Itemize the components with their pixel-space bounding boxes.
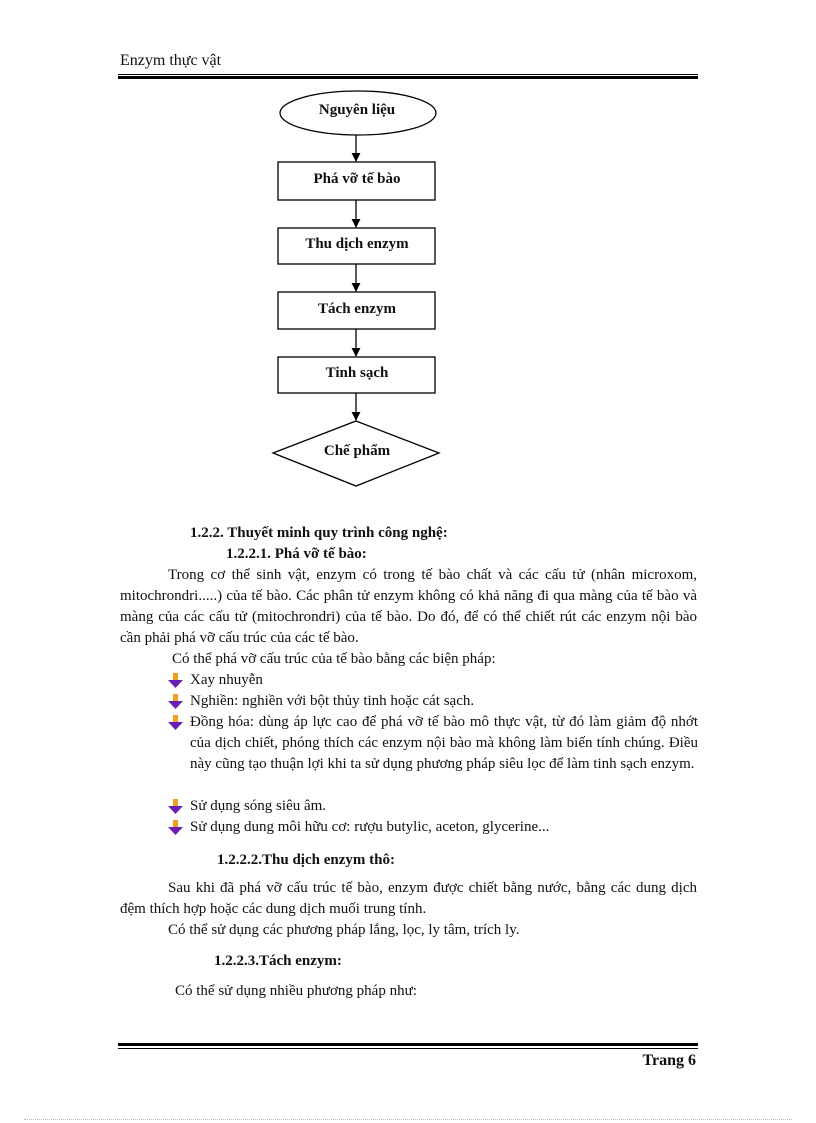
- paragraph-crude-methods: Có thể sử dụng các phương pháp lắng, lọc, ly tâm, trích ly.: [168, 922, 520, 938]
- bullet-item: Đồng hóa: dùng áp lực cao để phá vỡ tế bào mô thực vật, từ đó làm giảm độ nhớt của dịch chiết, phóng thích các enzym nội bào mà không làm biến tính chúng. Điều này cũng tạo thuận lợi khi ta sử dụng phương pháp siêu lọc để làm tinh sạch enzym.: [168, 712, 698, 775]
- bullet-arrow-icon: [168, 820, 183, 835]
- flow-step-label-3: Tách enzym: [318, 301, 396, 317]
- flow-end-label: Chế phẩm: [323, 443, 391, 459]
- document-header-title: Enzym thực vật: [120, 52, 222, 69]
- paragraph-crude-enzyme: Sau khi đã phá vỡ cấu trúc tế bào, enzym được chiết bằng nước, bằng các dung dịch đệm thích hợp hoặc các dung dịch muối trung tính.: [120, 880, 697, 917]
- header-rule-thick: [118, 76, 698, 79]
- footer-rule-thick: [118, 1043, 698, 1046]
- heading-1-2-2-1: 1.2.2.1. Phá vỡ tế bào:: [226, 546, 367, 562]
- flow-step-label-1: Phá vỡ tế bào: [313, 171, 401, 187]
- bullet-item: Xay nhuyễn: [168, 670, 698, 691]
- bullet-arrow-icon: [168, 715, 183, 730]
- flow-step-label-4: Tinh sạch: [325, 365, 389, 381]
- heading-1-2-2: 1.2.2. Thuyết minh quy trình công nghệ:: [190, 525, 448, 541]
- paragraph-cell-disruption: Trong cơ thể sinh vật, enzym có trong tế bào chất và các cấu tử (nhân microxom, mitochrondri.....) của tế bào. Các phân tử enzym không có khả năng đi qua màng của tế bào và màng của các cấu tử (mitochrondri) của tế bào. Do đó, để có thể chiết rút các enzym nội bào cần phải phá vỡ cấu trúc của các tế bào.: [120, 567, 697, 646]
- footer-rule-thin: [118, 1048, 698, 1049]
- bullet-arrow-icon: [168, 694, 183, 709]
- process-flowchart: [270, 88, 450, 498]
- paragraph-methods-intro: Có thể phá vỡ cấu trúc của tế bào bằng các biện pháp:: [172, 651, 496, 667]
- bullet-arrow-icon: [168, 673, 183, 688]
- header-rule-thin: [118, 74, 698, 75]
- flow-step-label-2: Thu dịch enzym: [305, 236, 409, 252]
- bullet-item: Nghiền: nghiền với bột thủy tinh hoặc cát sạch.: [168, 691, 698, 712]
- flow-start-label: Nguyên liệu: [318, 102, 396, 118]
- page-bottom-edge: [24, 1119, 792, 1120]
- bullet-item: Sử dụng dung môi hữu cơ: rượu butylic, aceton, glycerine...: [168, 817, 698, 838]
- page-number: Trang 6: [642, 1052, 696, 1069]
- heading-1-2-2-2: 1.2.2.2.Thu dịch enzym thô:: [217, 852, 395, 868]
- bullet-arrow-icon: [168, 799, 183, 814]
- paragraph-separation-intro: Có thể sử dụng nhiều phương pháp như:: [175, 983, 417, 999]
- bullet-item: Sử dụng sóng siêu âm.: [168, 796, 698, 817]
- heading-1-2-2-3: 1.2.2.3.Tách enzym:: [214, 953, 342, 969]
